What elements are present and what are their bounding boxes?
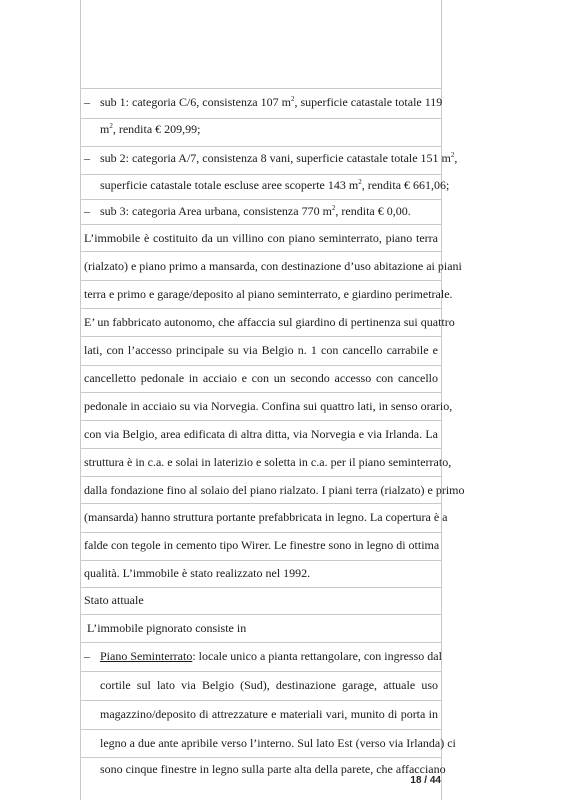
ruled-line: [80, 729, 441, 730]
paragraph-line: (rialzato) e piano primo a mansarda, con destinazione d’uso abitazione ai piani: [84, 259, 462, 273]
ruled-line: [80, 365, 441, 366]
ruled-line: [80, 199, 441, 200]
paragraph-line: L’immobile è costituito da un villino con piano seminterrato, piano terra: [84, 231, 438, 245]
sub-item-2-line-2: superficie catastale totale escluse aree scoperte 143 $m^2$, rendita € 661,06;: [100, 178, 450, 192]
consists-intro: L’immobile pignorato consiste in: [84, 621, 247, 635]
paragraph-line: lati, con l’accesso principale su via Belgio n. 1 con cancello carrabile e: [84, 343, 438, 357]
ruled-line: [80, 308, 441, 309]
ruled-line: [80, 146, 441, 147]
ruled-line: [80, 671, 441, 672]
ruled-line: [80, 503, 441, 504]
section-heading-stato-attuale: Stato attuale: [84, 593, 144, 607]
ruled-line: [80, 224, 441, 225]
ruled-line: [80, 560, 441, 561]
piano-seminterrato-line-1: – Piano Seminterrato: locale unico a pianta rettangolare, con ingresso dal: [84, 649, 442, 663]
list-dash: –: [84, 95, 90, 109]
ruled-line: [80, 757, 441, 758]
ruled-line: [80, 642, 441, 643]
ruled-line: [80, 587, 441, 588]
paragraph-line: cancelletto pedonale in acciaio e con un secondo accesso con cancello: [84, 371, 438, 385]
list-dash: –: [84, 204, 90, 218]
list-dash: –: [84, 151, 90, 165]
paragraph-line: con via Belgio, area edificata di altra ditta, via Norvegia e via Irlanda. La: [84, 427, 438, 441]
paragraph-line: terra e primo e garage/deposito al piano seminterrato, e giardino perimetrale.: [84, 287, 453, 301]
ruled-line: [80, 280, 441, 281]
ruled-line: [80, 448, 441, 449]
ruled-line: [80, 118, 441, 119]
sub-item-1-line-2: $m^2$, rendita € 209,99;: [100, 122, 201, 136]
ruled-line: [80, 700, 441, 701]
sub-item-3: – sub 3: categoria Area urbana, consistenza 770 $m^2$, rendita € 0,00.: [84, 204, 411, 218]
ruled-line: [80, 174, 441, 175]
ruled-line: [80, 251, 441, 252]
paragraph-line: falde con tegole in cemento tipo Wirer. Le finestre sono in legno di ottima: [84, 538, 440, 552]
ruled-line: [80, 392, 441, 393]
piano-seminterrato-line: sono cinque finestre in legno sulla parte alta della parete, che affacciano: [100, 762, 446, 776]
piano-seminterrato-line: magazzino/deposito di attrezzature e materiali vari, munito di porta in: [100, 707, 438, 721]
piano-seminterrato-line: cortile sul lato via Belgio (Sud), destinazione garage, attuale uso: [100, 678, 438, 692]
paragraph-line-last: qualità. L’immobile è stato realizzato nel 1992.: [84, 566, 311, 580]
piano-seminterrato-label: Piano Seminterrato: [100, 649, 193, 663]
page-number: 18 / 44: [410, 775, 441, 786]
paragraph-line: E’ un fabbricato autonomo, che affaccia sul giardino di pertinenza sui quattro: [84, 315, 455, 329]
list-dash: –: [84, 649, 90, 663]
paragraph-line: struttura è in c.a. e solai in laterizio e soletta in c.a. per il piano seminterrato,: [84, 455, 452, 469]
ruled-line: [80, 88, 441, 89]
ruled-line: [80, 420, 441, 421]
ruled-line: [80, 614, 441, 615]
ruled-line: [80, 476, 441, 477]
paragraph-line: (mansarda) hanno struttura portante prefabbricata in legno. La copertura è a: [84, 510, 448, 524]
ruled-line: [80, 532, 441, 533]
left-margin-rule: [80, 0, 81, 800]
sub-item-1-line-1: – sub 1: categoria C/6, consistenza 107 $m^2$, superficie catastale totale 119: [84, 95, 443, 109]
piano-seminterrato-line: legno a due ante apribile verso l’interno. Sul lato Est (verso via Irlanda) ci: [100, 736, 456, 750]
paragraph-line: pedonale in acciaio su via Norvegia. Confina sui quattro lati, in senso orario,: [84, 399, 453, 413]
sub-item-2-line-1: – sub 2: categoria A/7, consistenza 8 vani, superficie catastale totale 151 $m^2$,: [84, 151, 458, 165]
ruled-line: [80, 336, 441, 337]
paragraph-line: dalla fondazione fino al solaio del piano rialzato. I piani terra (rialzato) e primo: [84, 483, 465, 497]
